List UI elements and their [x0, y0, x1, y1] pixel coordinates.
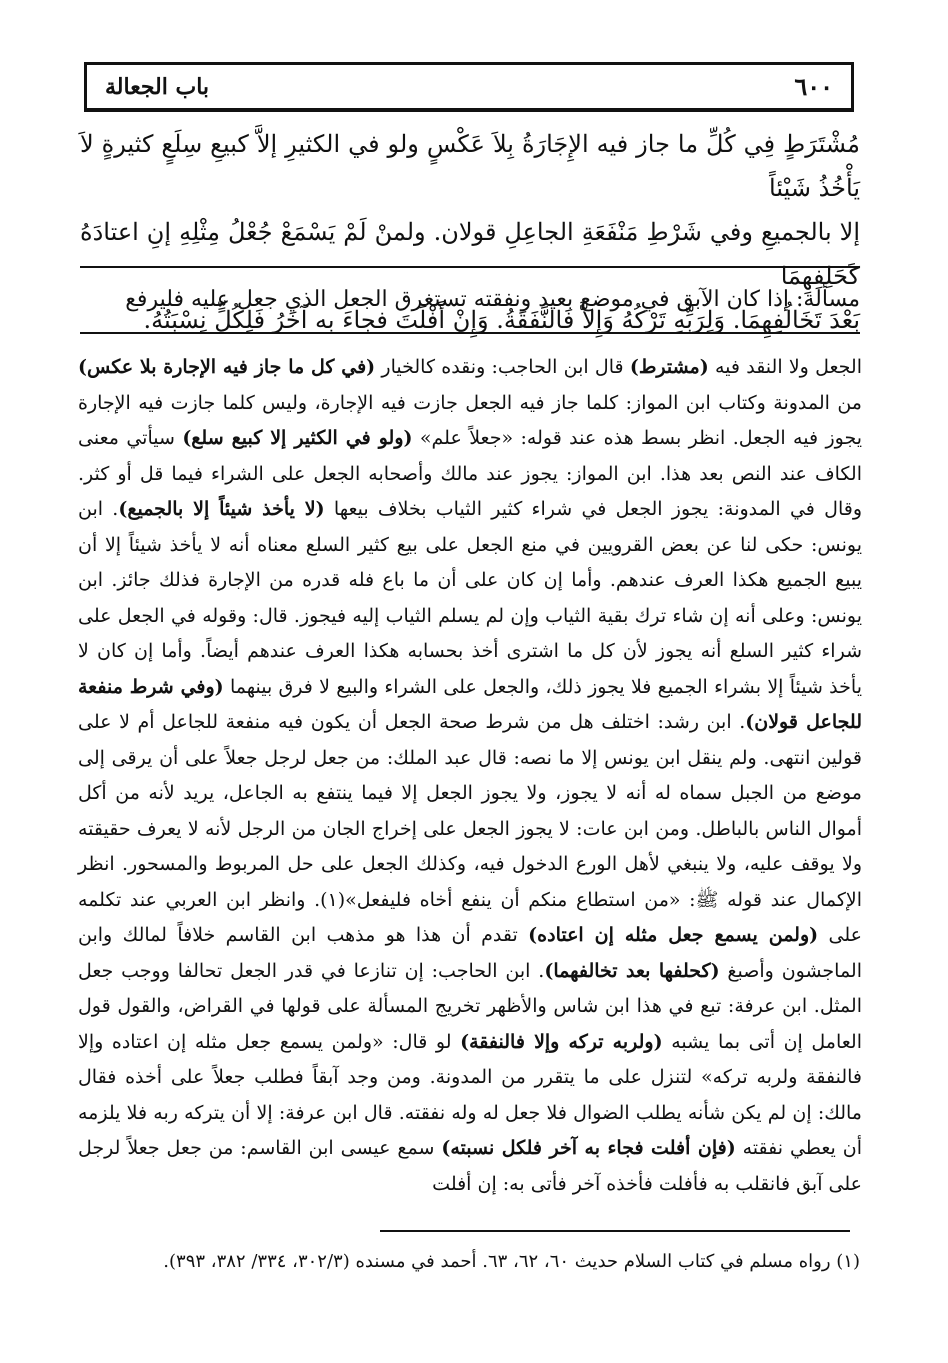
quoted-matn: (في كل ما جاز فيه الإجارة بلا عكس): [78, 356, 376, 378]
page-number: ٦٠٠: [794, 72, 833, 101]
page-header: [84, 62, 854, 112]
commentary-text: سيأتي معنى الكاف عند النص بعد هذا. ابن المواز: يجوز عند مالك وأصحابه الجعل على الشراء فيما قل أو كثر. وقال في المدونة: يجوز الجعل في شراء كثير الثياب بخلاف بيعها: [78, 427, 863, 520]
commentary: [78, 350, 862, 1202]
commentary-text: قال ابن الحاجب: ونقده كالخيار: [375, 356, 630, 378]
section-divider: [80, 332, 860, 334]
main-text-line: بَعْدَ تَخَالُفِهِمَا. وَلِرَبِّهِ تَرْكُهُ وَإِلاَّ فَالنَّفَقَةُ. وَإِنْ أَفْلَتَ فجاءَ به آخَرُ فَلِكُلٍّ نِسْبَتُهُ.: [143, 306, 860, 334]
quoted-matn: (ولربه تركه وإلا فالنفقة): [460, 1030, 663, 1053]
footnote-divider: [380, 1230, 850, 1232]
commentary-text: . ابن الحاجب: إن تنازعا في قدر الجعل تحالفا ووجب جعل المثل. ابن عرفة: تبع في هذا ابن شاس والأظهر تخريج المسألة على قولها في القراض، والقول قول العامل إن أتى بما يشبه: [78, 959, 862, 1053]
commentary-text: من المدونة وكتاب ابن المواز: كلما جاز فيه الجعل جازت فيه الإجارة، وليس كلما جازت فيه الإجارة يجوز فيه الجعل. انظر بسط هذه عند قوله: «جعلاً علم»: [78, 391, 863, 449]
main-text-line: إلا بالجميعِ وفي شَرْطِ مَنْفَعَةِ الجاعِلِ قولان. ولمنْ لَمْ يَسْمَعْ جُعْلُ مِثْلِهِ إنِ اعتادَهُ كَحَلِفِهِمَا: [80, 218, 860, 290]
footnote-text: (١) رواه مسلم في كتاب السلام حديث ٦٠، ٦٢، ٦٣. أحمد في مسنده (٣٠٢/٣، ٣٣٤/ ٣٨٢، ٣٩٣).: [163, 1251, 860, 1272]
quoted-matn: (كحلفها بعد تخالفهما): [544, 959, 720, 982]
commentary-text: سمع عيسى ابن القاسم: من جعل جعلاً لرجل على آبق فانقلب به فأفلت فأخذه آخر فأتى به: إن أفلت: [78, 1137, 862, 1195]
commentary-text: . ابن رشد: اختلف هل من شرط صحة الجعل أن يكون فيه منفعة للجاعل أم لا على قولين انتهى. ولم ينقل ابن يونس إلا ما نصه: قال عبد الملك: من جعل لرجل جعلاً على أن يرقى إلى موضع من الجبل سماه له أنه لا يجوز، ولا يجوز الجعل إلا فيما ينتفع به الجاعل، يريد لأنه من أكل أموال الناس بالباطل. ومن ابن عات: لا يجوز الجعل على إخراج الجان من الرجل لأنه لا يعرف حقيقته ولا يوقف عليه، ولا ينبغي لأهل الورع الدخول فيه، وكذلك الجعل على حل المربوط والمسحور. انظر الإكمال عند قوله ﷺ: «من استطاع منكم أن ينفع أخاه فليفعل»(١). وانظر ابن العربي عند تكلمه على: [78, 711, 862, 946]
chapter-title: باب الجعالة: [105, 73, 210, 100]
quoted-matn: (ولمن يسمع جعل مثله إن اعتاده): [528, 924, 819, 946]
commentary-text: الجعل ولا النقد فيه: [708, 356, 862, 378]
quoted-matn: (فإن أفلت فجاء به آخر فلكل نسبته): [441, 1137, 736, 1159]
commentary-text: تقدم أن هذا هو مذهب ابن القاسم خلافاً لمالك وابن الماجشون وأصبغ: [78, 924, 863, 982]
commentary-text: لو قال: «ولمن يسمع جعل مثله إن اعتاده وإلا فالنفقة ولربه تركه» لتنزل على ما يتقرر من المدونة. ومن وجد آبقاً فطلب جعلاً على أخذه فقال مالك: إن لم يكن شأنه يطلب الضوال فلا جعل له وله نفقته. قال ابن عرفة: إلا أن يتركه ربه فلا يلزمه أن يعطي نفقته: [78, 1030, 863, 1159]
commentary-paragraph: [78, 350, 862, 1202]
footnote: [80, 1245, 860, 1279]
quoted-matn: (مشترط): [629, 356, 709, 378]
main-text-line: مُشْتَرَطٍ فِي كُلِّ ما جاز فيه الإِجَارَةُ بِلاَ عَكْسٍ ولو في الكثيرِ إلاَّ كبيعِ سِلَعٍ كثيرةٍ لاَ يَأْخُذُ شَيْئاً: [80, 130, 860, 202]
quoted-matn: (لا يأخذ شيئاً إلا بالجميع): [118, 498, 325, 520]
quoted-matn: (ولو في الكثير إلا كبيع سلع): [182, 427, 413, 449]
quoted-matn: (وفي شرط منفعة للجاعل قولان): [78, 675, 862, 733]
commentary-text: . ابن يونس: حكى لنا عن بعض القرويين في منع الجعل على بيع كثير السلع معناه أنه لا يأخذ شيئاً إلا أن يبيع الجميع هكذا العرف عندهم. وأما إن كان على أن ما باع فله قدره من الإجارة فذلك جائز. ابن يونس: وعلى أنه إن شاء ترك بقية الثياب وإن لم يسلم الثياب إليه فيجوز. قال: وقوله في الجعل على شراء كثير السلع أنه يجوز لأن كل ما اشترى أخذ بحسابه هكذا العرف عندهم أيضاً. وأما إن كان لا يأخذ شيئاً إلا بشراء الجميع فلا يجوز ذلك، والجعل على الشراء والبيع لا فرق بينهما: [78, 498, 862, 698]
section-divider: [80, 266, 860, 268]
question-text: مسألة: إذا كان الآبق في موضع بعيد ونفقته تستغرق الجعل الذي جعل عليه فليرفع: [125, 287, 860, 312]
